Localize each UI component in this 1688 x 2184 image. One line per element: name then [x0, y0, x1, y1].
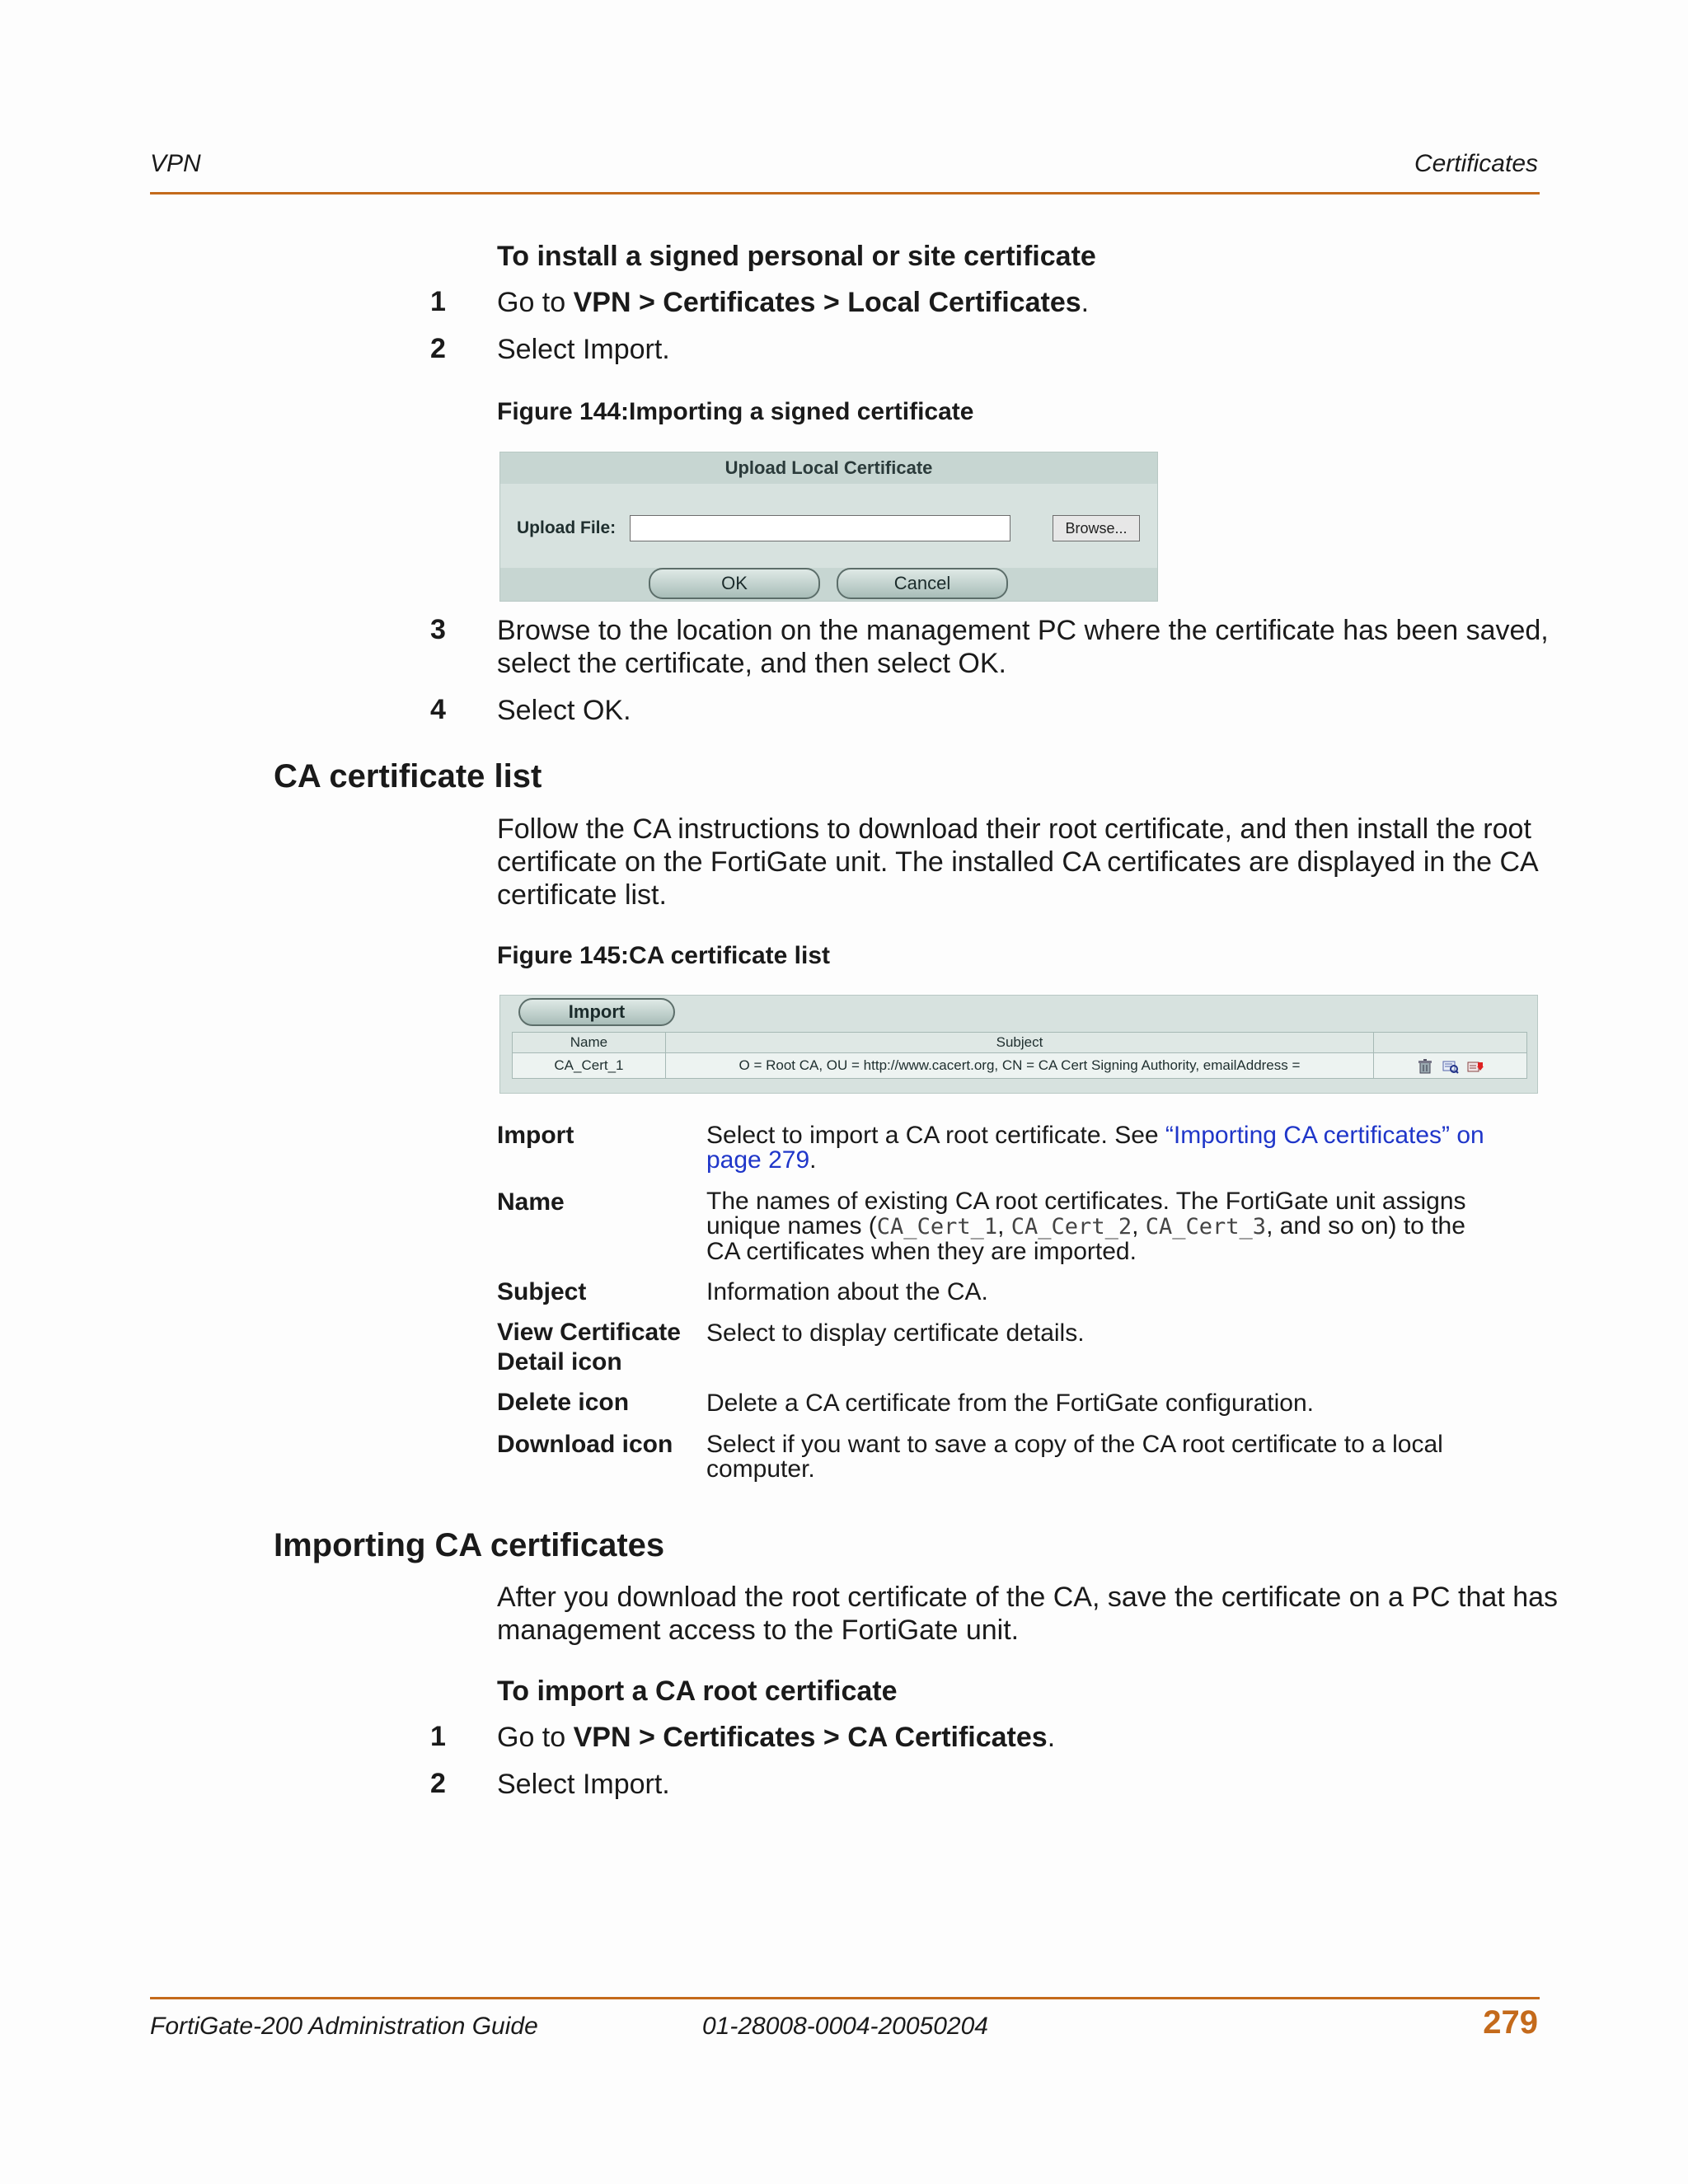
- column-header-name: Name: [513, 1033, 666, 1053]
- footer-guide-title: FortiGate-200 Administration Guide: [150, 2013, 538, 2040]
- cert-name-example: CA_Cert_3: [1145, 1214, 1267, 1240]
- cross-reference-link[interactable]: page 279: [706, 1146, 810, 1174]
- step-number: 2: [430, 1768, 446, 1799]
- step-number: 1: [430, 1721, 446, 1752]
- footer-rule: [150, 1997, 1540, 1999]
- cert-subject-cell: O = Root CA, OU = http://www.cacert.org, CN = CA Cert Signing Authority, emailAddress =: [665, 1053, 1373, 1079]
- procedure-heading: To import a CA root certificate: [497, 1675, 898, 1707]
- cross-reference-link[interactable]: “Importing CA certificates” on: [1165, 1122, 1484, 1149]
- procedure-heading: To install a signed personal or site certificate: [497, 241, 1096, 272]
- step-number: 4: [430, 694, 446, 725]
- upload-certificate-dialog: [499, 452, 1158, 602]
- step-text: Select Import.: [497, 334, 670, 365]
- actions-cell: [1374, 1053, 1527, 1079]
- table-row[interactable]: [513, 1053, 1527, 1079]
- definition-term: Import: [497, 1122, 574, 1149]
- definition-description: The names of existing CA root certificates. The FortiGate unit assigns unique names (CA_Cert_1, CA_Cert_2, CA_Cert_3, and so on) to the CA certificates when they are imported.: [706, 1188, 1466, 1265]
- definition-description: Information about the CA.: [706, 1278, 988, 1305]
- step-number: 1: [430, 286, 446, 317]
- cert-name-cell: CA_Cert_1: [513, 1053, 666, 1079]
- paragraph-line: Follow the CA instructions to download their root certificate, and then install the root: [497, 813, 1531, 845]
- definition-term: Subject: [497, 1278, 587, 1305]
- definition-description: Select to import a CA root certificate. See “Importing CA certificates” on page 279.: [706, 1122, 1484, 1174]
- menu-path: VPN > Certificates > Local Certificates: [573, 287, 1081, 318]
- paragraph-line: certificate on the FortiGate unit. The installed CA certificates are displayed in the CA: [497, 846, 1539, 878]
- figure-caption: Figure 145:CA certificate list: [497, 942, 831, 969]
- step-number: 3: [430, 614, 446, 645]
- section-heading: Importing CA certificates: [274, 1527, 665, 1563]
- step-text-line: select the certificate, and then select OK.: [497, 648, 1006, 679]
- step-text: Go to VPN > Certificates > Local Certificates.: [497, 287, 1090, 318]
- paragraph-line: management access to the FortiGate unit.: [497, 1615, 1020, 1646]
- definition-description: Delete a CA certificate from the FortiGate configuration.: [706, 1390, 1315, 1417]
- footer-doc-number: 01-28008-0004-20050204: [702, 2013, 988, 2040]
- step-text-line: Browse to the location on the management PC where the certificate has been saved,: [497, 615, 1549, 646]
- definition-term: Name: [497, 1188, 565, 1216]
- upload-file-label: Upload File:: [517, 518, 617, 537]
- header-section-name: VPN: [150, 150, 201, 177]
- section-heading: CA certificate list: [274, 758, 542, 794]
- menu-path: VPN > Certificates > CA Certificates: [573, 1722, 1048, 1753]
- definition-description: Select to display certificate details.: [706, 1319, 1085, 1347]
- ca-certificate-table: [512, 1032, 1527, 1079]
- step-number: 2: [430, 333, 446, 364]
- browse-button[interactable]: Browse...: [1053, 515, 1140, 541]
- cert-name-example: CA_Cert_1: [876, 1214, 998, 1240]
- delete-icon[interactable]: [1417, 1059, 1433, 1074]
- cancel-button[interactable]: Cancel: [837, 568, 1008, 599]
- paragraph-line: certificate list.: [497, 879, 667, 911]
- upload-file-input[interactable]: [630, 515, 1010, 541]
- definition-term: Delete icon: [497, 1389, 630, 1416]
- step-text: Go to VPN > Certificates > CA Certificates.: [497, 1722, 1056, 1753]
- import-button[interactable]: Import: [518, 998, 675, 1026]
- definition-term: View Certificate Detail icon: [497, 1319, 681, 1376]
- paragraph-line: After you download the root certificate of the CA, save the certificate on a PC that has: [497, 1582, 1559, 1613]
- page-number: 279: [1483, 2004, 1538, 2041]
- column-header-subject: Subject: [665, 1033, 1373, 1053]
- download-icon[interactable]: [1467, 1059, 1484, 1074]
- view-certificate-icon[interactable]: [1442, 1059, 1459, 1074]
- header-chapter-name: Certificates: [1414, 150, 1538, 177]
- figure-caption: Figure 144:Importing a signed certificate: [497, 398, 974, 425]
- ca-certificate-list-panel: [499, 995, 1538, 1094]
- ok-button[interactable]: OK: [649, 568, 820, 599]
- cert-name-example: CA_Cert_2: [1010, 1214, 1132, 1240]
- table-header-row: [513, 1033, 1527, 1053]
- step-text: Select Import.: [497, 1769, 670, 1800]
- definition-description: Select if you want to save a copy of the CA root certificate to a local computer.: [706, 1431, 1443, 1483]
- dialog-button-bar: [500, 568, 1157, 601]
- header-rule: [150, 192, 1540, 194]
- definition-term: Download icon: [497, 1431, 673, 1458]
- column-header-actions: [1374, 1033, 1527, 1053]
- dialog-title: Upload Local Certificate: [500, 452, 1157, 484]
- step-text: Select OK.: [497, 695, 631, 726]
